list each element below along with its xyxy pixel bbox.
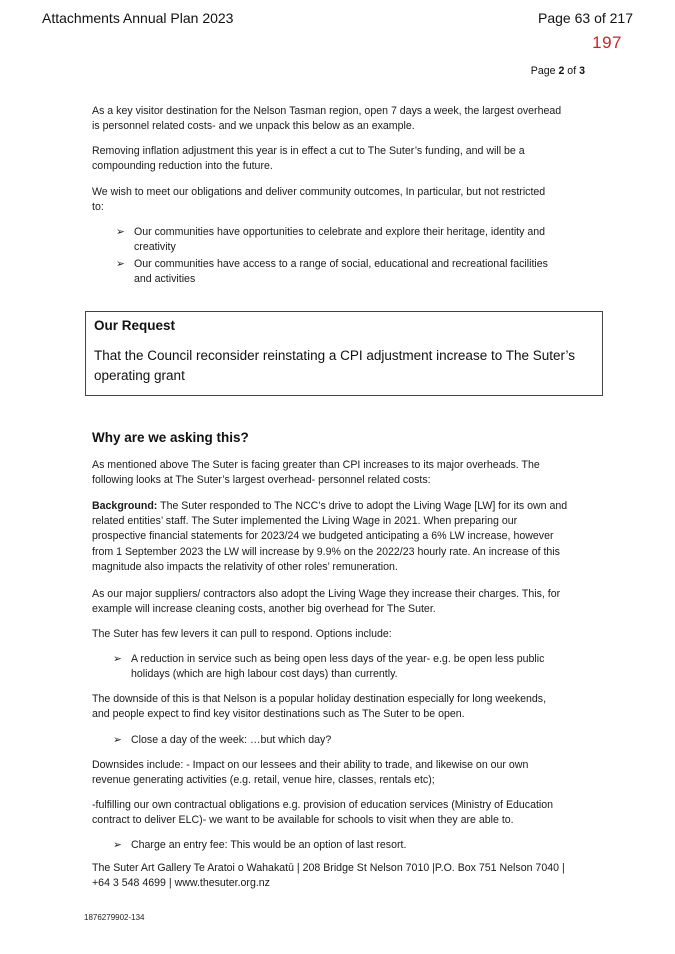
text-line [92,499,587,514]
text-line: contract to deliver ELC)- we want to be available for schools to visit when they are able to. [92,814,514,827]
text-line: -fulfilling our own contractual obligations e.g. provision of education services (Ministry of Education [92,799,554,811]
section-heading: Why are we asking this? [92,430,249,445]
arrow-bullet-icon: ➢ [116,226,125,238]
text-line: The Suter has few levers it can pull to respond. Options include: [92,628,392,640]
text-line: following looks at The Suter’s largest overhead- personnel related costs: [92,474,431,487]
arrow-bullet-icon: ➢ [116,258,125,270]
why-paragraph-4 [92,627,587,642]
list-item [113,733,593,749]
why-paragraph-6 [92,758,587,788]
background-paragraph [92,499,587,575]
text-line: As a key visitor destination for the Nelson Tasman region, open 7 days a week, the largest overhead [92,105,562,117]
letter-page-current: 2 [558,65,565,77]
text-line: +64 3 548 4699 | www.thesuter.org.nz [92,877,270,890]
list-item [116,257,596,289]
letter-footer [92,861,587,891]
letter-page-prefix: Page [530,65,559,77]
letter-page-of: of [564,65,580,77]
intro-paragraph-2 [92,144,587,174]
text-line: creativity [134,241,176,254]
request-box [85,311,603,396]
text-line: is personnel related costs- and we unpack this below as an example. [92,120,415,133]
document-id: 1876279902-134 [84,913,145,922]
text-line: We wish to meet our obligations and deliver community outcomes, In particular, but not restricted [92,186,546,198]
request-text: That the Council reconsider reinstating a CPI adjustment increase to The Suter’s operating grant [94,348,576,383]
why-paragraph-1 [92,458,587,488]
text-line: example will increase cleaning costs, another big overhead for The Suter. [92,603,436,616]
text-line: Downsides include: - Impact on our lessees and their ability to trade, and likewise on our own [92,759,529,771]
text-line: compounding reduction into the future. [92,160,273,173]
letter-page-total: 3 [579,65,585,77]
arrow-bullet-icon: ➢ [113,734,122,746]
text-line: Close a day of the week: …but which day? [131,734,332,746]
text-line: and activities [134,273,196,286]
text-line: magnitude also impacts the relativity of other roles’ remuneration. [92,560,398,573]
text-line: Our communities have opportunities to celebrate and explore their heritage, identity and [134,226,546,238]
list-item [113,838,593,854]
page-number-red: 197 [592,33,622,52]
intro-paragraph-3 [92,185,587,215]
text-span: The Suter responded to The NCC’s drive to adopt the Living Wage [LW] for its own and [157,500,568,512]
text-line: As our major suppliers/ contractors also adopt the Living Wage they increase their charges. This, for [92,588,561,600]
text-line: Charge an entry fee: This would be an option of last resort. [131,839,407,851]
text-line: Our communities have access to a range of social, educational and recreational facilities [134,258,548,270]
text-line: The Suter Art Gallery Te Aratoi o Wahakatū | 208 Bridge St Nelson 7010 |P.O. Box 751 Nelson 7040 | [92,862,565,874]
text-line: Removing inflation adjustment this year is in effect a cut to The Suter’s funding, and will be a [92,145,525,157]
request-title: Our Request [94,318,176,333]
list-item [116,225,596,257]
background-label: Background: [92,500,158,512]
intro-paragraph-1 [92,104,587,134]
text-line: A reduction in service such as being open less days of the year- e.g. be open less public [131,653,545,665]
why-paragraph-5 [92,692,587,722]
text-line: from 1 September 2023 the LW will increase by 9.9% on the 2022/23 hourly rate. An increase of this [92,545,560,558]
document-title: Attachments Annual Plan 2023 [42,10,234,26]
letter-page-indicator [531,65,585,77]
arrow-bullet-icon: ➢ [113,653,122,665]
text-line: holidays (which are high labour cost days) than currently. [131,668,398,681]
why-paragraph-7 [92,798,587,828]
arrow-bullet-icon: ➢ [113,839,122,851]
why-paragraph-3 [92,587,587,617]
text-line: The downside of this is that Nelson is a popular holiday destination especially for long weekends, [92,693,547,705]
text-line: As mentioned above The Suter is facing greater than CPI increases to its major overheads. The [92,459,540,471]
text-line: revenue generating activities (e.g. retail, venue hire, classes, rentals etc); [92,774,435,787]
text-line: prospective financial statements for 2023/24 we budgeted anticipating a 6% LW increase, however [92,530,554,543]
text-line: and people expect to find key visitor destinations such as The Suter to be open. [92,708,465,721]
text-line: related entities’ staff. The Suter implemented the Living Wage in 2021. When preparing our [92,515,518,528]
text-line: to: [92,201,104,214]
list-item [113,652,593,684]
page-reference: Page 63 of 217 [538,10,633,26]
